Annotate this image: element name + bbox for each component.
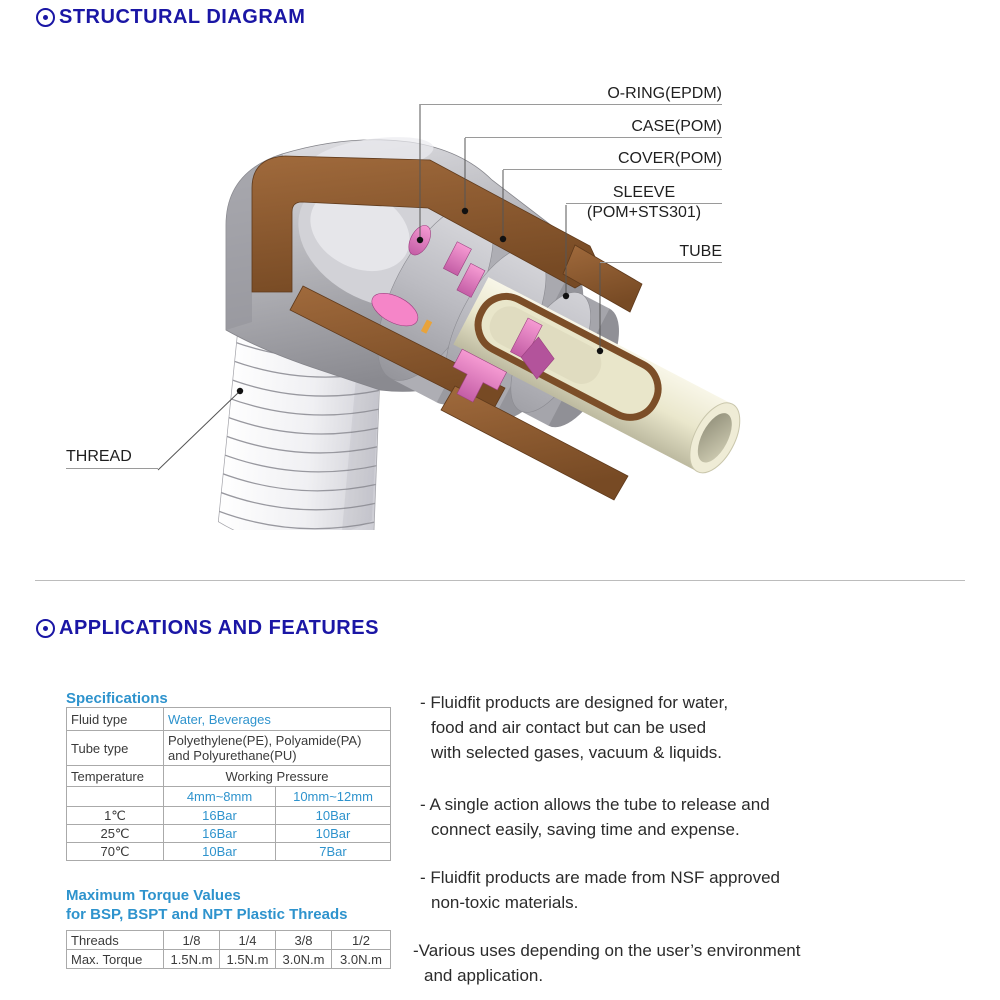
torque-thread-4: 1/2 [332, 931, 391, 950]
spec-size-col2: 10mm~12mm [276, 787, 391, 807]
spec-tube-value: Polyethylene(PE), Polyamide(PA) and Polyurethane(PU) [164, 731, 391, 766]
feature-item-3 [420, 865, 980, 915]
torque-heading-line2: for BSP, BSPT and NPT Plastic Threads [66, 906, 348, 923]
spec-temp-label: Temperature [67, 766, 164, 787]
applications-title: APPLICATIONS AND FEATURES [59, 617, 379, 639]
label-case: CASE(POM) [465, 118, 722, 138]
feature-3-line2: non-toxic materials. [431, 893, 579, 912]
feature-2-line1: - A single action allows the tube to release and [420, 795, 770, 814]
torque-value-3: 3.0N.m [276, 950, 332, 969]
spec-p1-2: 16Bar [164, 825, 276, 843]
label-tube: TUBE [600, 243, 722, 263]
torque-thread-3: 3/8 [276, 931, 332, 950]
structural-diagram-heading [36, 6, 305, 29]
torque-value-2: 1.5N.m [220, 950, 276, 969]
feature-1-line1: - Fluidfit products are designed for water, [420, 693, 729, 712]
feature-1-line3: with selected gases, vacuum & liquids. [431, 743, 723, 762]
torque-row1-label: Threads [67, 931, 164, 950]
spec-p1-1: 16Bar [164, 807, 276, 825]
torque-row2-label: Max. Torque [67, 950, 164, 969]
spec-table [66, 707, 391, 861]
spec-p2-3: 7Bar [276, 843, 391, 861]
spec-p2-1: 10Bar [276, 807, 391, 825]
torque-heading-line1: Maximum Torque Values [66, 887, 241, 904]
spec-empty-cell [67, 787, 164, 807]
spec-p1-3: 10Bar [164, 843, 276, 861]
torque-thread-2: 1/4 [220, 931, 276, 950]
bullseye-icon [36, 619, 55, 638]
label-sleeve-line2: (POM+STS301) [586, 204, 702, 221]
label-sleeve [566, 184, 722, 222]
feature-1-line2: food and air contact but can be used [431, 718, 707, 737]
spec-fluid-label: Fluid type [67, 708, 164, 731]
section-divider [35, 580, 965, 581]
spec-fluid-value: Water, Beverages [164, 708, 391, 731]
spec-p2-2: 10Bar [276, 825, 391, 843]
bullseye-icon [36, 8, 55, 27]
label-cover: COVER(POM) [503, 150, 722, 170]
structural-diagram-title: STRUCTURAL DIAGRAM [59, 6, 306, 28]
feature-item-1 [420, 690, 980, 765]
spec-temp-1: 1℃ [67, 807, 164, 825]
feature-3-line1: - Fluidfit products are made from NSF approved [420, 868, 780, 887]
spec-temp-3: 70℃ [67, 843, 164, 861]
feature-4-line1: -Various uses depending on the user’s environment [413, 941, 801, 960]
torque-table [66, 930, 391, 969]
torque-heading [66, 886, 347, 924]
label-thread: THREAD [66, 448, 158, 469]
spec-temp-2: 25℃ [67, 825, 164, 843]
spec-pressure-header: Working Pressure [164, 766, 391, 787]
torque-thread-1: 1/8 [164, 931, 220, 950]
applications-heading [36, 617, 379, 640]
feature-item-4 [413, 938, 973, 988]
feature-item-2 [420, 792, 980, 842]
spec-tube-label: Tube type [67, 731, 164, 766]
spec-size-col1: 4mm~8mm [164, 787, 276, 807]
torque-value-1: 1.5N.m [164, 950, 220, 969]
label-sleeve-line1: SLEEVE [566, 184, 722, 204]
spec-heading: Specifications [66, 690, 168, 707]
feature-4-line2: and application. [424, 966, 544, 985]
feature-2-line2: connect easily, saving time and expense. [431, 820, 740, 839]
torque-value-4: 3.0N.m [332, 950, 391, 969]
label-oring: O-RING(EPDM) [420, 85, 722, 105]
